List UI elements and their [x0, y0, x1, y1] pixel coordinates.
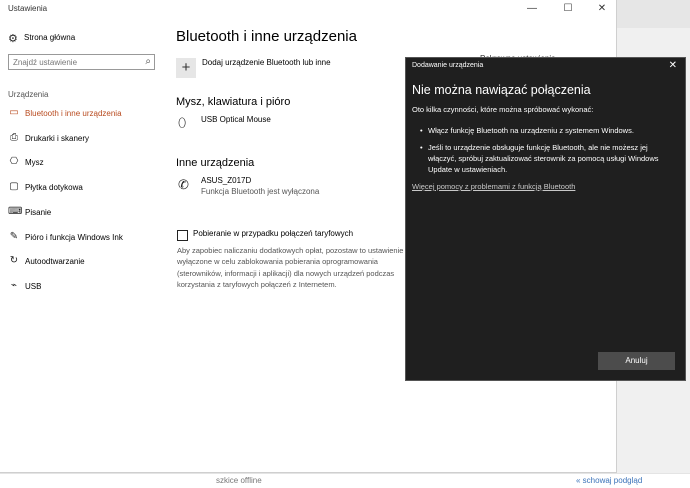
sidebar-item-bluetooth[interactable]: [0, 106, 166, 124]
sidebar-item-label: Bluetooth i inne urządzenia: [25, 109, 122, 118]
sidebar-item-label: Mysz: [25, 158, 44, 167]
maximize-button[interactable]: ☐: [563, 3, 573, 14]
bluetooth-help-link[interactable]: Więcej pomocy z problemami z funkcją Bluetooth: [412, 182, 576, 191]
metered-description: Aby zapobiec naliczaniu dodatkowych opłat, pozostaw to ustawienie wyłączone w celu zablokowania pobierania oprogramowania (sterowników, informacji i aplikacji) dla nowych urządzeń podczas korzystania z taryfowych połączeń z Internetem.: [177, 246, 404, 289]
title-bar: [0, 0, 616, 18]
bullet-dot-icon: •: [420, 143, 423, 152]
other-device-name[interactable]: ASUS_Z017D: [201, 176, 252, 185]
plus-icon: +: [181, 59, 191, 76]
sidebar-item-label: USB: [25, 282, 42, 291]
gear-icon: ⚙: [8, 33, 18, 45]
sidebar-item-typing[interactable]: [0, 205, 166, 223]
search-placeholder: Znajdź ustawienie: [13, 58, 78, 67]
other-section-heading: Inne urządzenia: [176, 157, 255, 169]
section-label: Urządzenia: [8, 90, 49, 99]
dialog-bullet-text: Jeśli to urządzenie obsługuje funkcję Bluetooth, ale nie możesz jej włączyć, spróbuj zaktualizować sterownik za pomocą usługi Windows Update w ustawieniach.: [428, 143, 659, 175]
mouse-icon: ⎔: [9, 156, 19, 167]
sidebar-item-label: Płytka dotykowa: [25, 183, 83, 192]
sidebar-item-autoplay[interactable]: [0, 254, 166, 272]
usb-icon: ⌁: [10, 280, 18, 291]
hide-preview-link[interactable]: « schowaj podgląd: [576, 476, 643, 485]
search-icon[interactable]: ⌕: [145, 56, 151, 67]
minimize-button[interactable]: —: [527, 3, 537, 14]
sidebar-item-pen[interactable]: [0, 230, 166, 248]
dialog-heading: Nie można nawiązać połączenia: [412, 83, 591, 97]
sidebar-item-usb[interactable]: [0, 279, 166, 297]
metered-checkbox-label[interactable]: Pobieranie w przypadku połączeń taryfowych: [193, 229, 354, 238]
sidebar-item-label: Drukarki i skanery: [25, 134, 90, 143]
dialog-bullet: [420, 142, 678, 176]
sidebar: [0, 18, 166, 472]
mouse-device-icon: ⬯: [178, 115, 187, 130]
sidebar-item-label: Pióro i funkcja Windows Ink: [25, 233, 123, 242]
other-device-status: Funkcja Bluetooth jest wyłączona: [201, 187, 320, 196]
cancel-button[interactable]: Anuluj: [598, 352, 675, 370]
pen-icon: ✎: [9, 231, 19, 242]
window-title: Ustawienia: [8, 4, 48, 13]
add-device-dialog: [405, 57, 686, 381]
offline-drafts-label: szkice offline: [216, 476, 262, 485]
add-device-button[interactable]: [176, 58, 196, 78]
keyboard-icon: ⌨: [8, 206, 23, 217]
phone-icon: ✆: [178, 177, 189, 192]
sidebar-item-printers[interactable]: [0, 131, 166, 149]
bullet-dot-icon: •: [420, 126, 423, 135]
dialog-bullet: [420, 125, 678, 136]
add-device-label[interactable]: Dodaj urządzenie Bluetooth lub inne: [202, 58, 331, 67]
sidebar-item-touchpad[interactable]: [0, 180, 166, 198]
sidebar-item-label: Autoodtwarzanie: [25, 257, 85, 266]
sidebar-item-mouse[interactable]: [0, 155, 166, 173]
page-title: Bluetooth i inne urządzenia: [176, 28, 357, 45]
home-label: Strona główna: [24, 33, 76, 42]
dialog-intro: Oto kilka czynności, które można spróbować wykonać:: [412, 105, 594, 114]
touchpad-icon: ▢: [9, 181, 19, 192]
dialog-close-icon[interactable]: ✕: [668, 60, 677, 71]
background-window-header: [617, 0, 690, 28]
mouse-device-name[interactable]: USB Optical Mouse: [201, 115, 271, 124]
close-button[interactable]: ✕: [597, 3, 607, 14]
footer-bar: [0, 473, 690, 488]
autoplay-icon: ↻: [9, 255, 19, 266]
bluetooth-icon: ▭: [9, 107, 19, 118]
metered-checkbox[interactable]: [177, 230, 188, 241]
dialog-title: Dodawanie urządzenia: [412, 62, 484, 69]
search-input[interactable]: [8, 54, 155, 70]
mouse-section-heading: Mysz, klawiatura i pióro: [176, 96, 291, 108]
sidebar-item-label: Pisanie: [25, 208, 52, 217]
dialog-bullet-text: Włącz funkcję Bluetooth na urządzeniu z systemem Windows.: [428, 126, 634, 135]
printer-icon: ⎙: [10, 132, 18, 143]
